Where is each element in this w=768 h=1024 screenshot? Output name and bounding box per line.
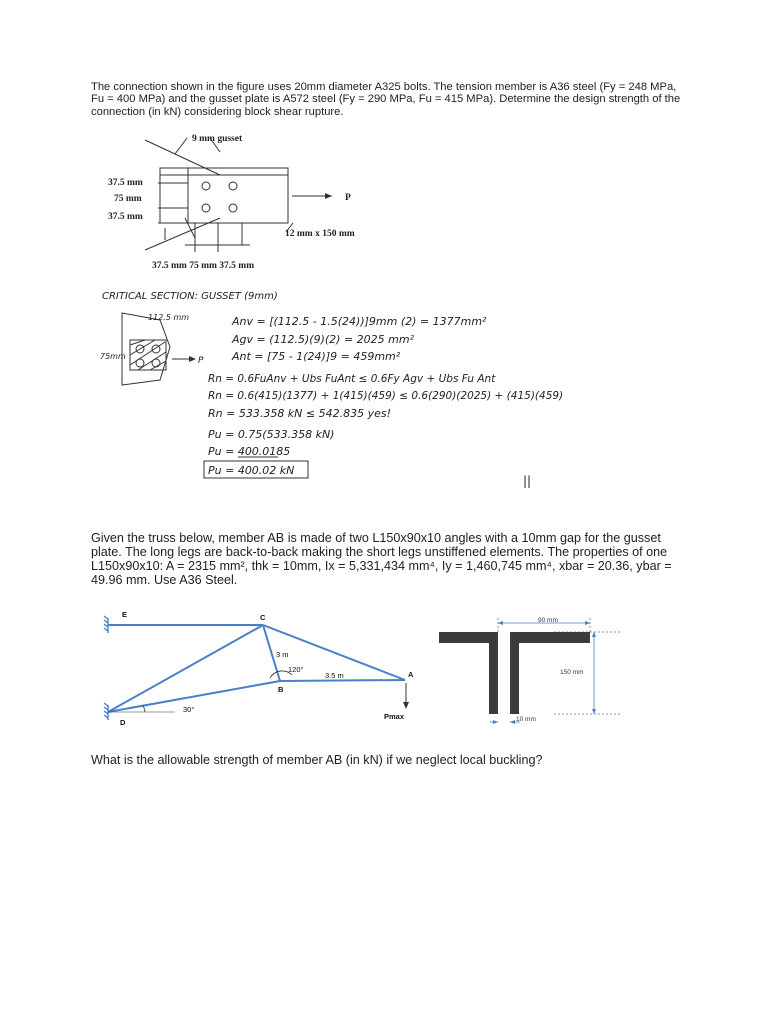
dim-ba: 3.5 m	[325, 671, 344, 680]
problem2-question: What is the allowable strength of member AB (in kN) if we neglect local buckling?	[91, 753, 543, 767]
truss-members	[108, 625, 405, 712]
block-shear-sketch	[122, 313, 192, 385]
solution-line-5: Rn = 0.6(415)(1377) + 1(415)(459) ≤ 0.6(290)(2025) + (415)(459)	[208, 390, 564, 402]
right-angle-leg-v	[510, 632, 519, 714]
problem1-statement: The connection shown in the figure uses 20mm diameter A325 bolts. The tension member is A36 steel (Fy = 248 MPa, Fu = 400 MPa) and the gusset plate is A572 steel (Fy = 290 MPa, Fu = 415 MPa). Determine the design strength of the connection (in kN) considering block shear rupture.	[91, 81, 681, 118]
solution-line-7: Pu = 0.75(533.358 kN)	[208, 428, 335, 441]
solution-line-6: Rn = 533.358 kN ≤ 542.835 yes!	[208, 407, 392, 420]
solution-line-2: Agv = (112.5)(9)(2) = 2025 mm²	[232, 333, 415, 346]
solution-line-3: Ant = [75 - 1(24)]9 = 459mm²	[232, 350, 401, 363]
node-d: D	[120, 718, 126, 727]
angle-b: 120°	[288, 665, 304, 674]
angle-d: 30°	[183, 705, 195, 714]
dim-left-top: 37.5 mm	[108, 178, 143, 188]
section-gap-dim: 10 mm	[516, 716, 536, 723]
bottom-dims: 37.5 mm 75 mm 37.5 mm	[152, 261, 255, 271]
dim-left-mid: 75 mm	[114, 194, 142, 204]
load-label: P	[345, 193, 351, 203]
node-a: A	[408, 670, 414, 679]
solution-line-4: Rn = 0.6FuAnv + Ubs FuAnt ≤ 0.6Fy Agv + Ubs Fu Ant	[208, 373, 496, 385]
handwritten-solution	[100, 285, 700, 488]
load-pmax: Pmax	[384, 712, 405, 721]
left-angle-leg-v	[489, 632, 498, 714]
stray-mark: ||	[523, 474, 532, 488]
member-label: 12 mm x 150 mm	[285, 229, 355, 239]
node-e: E	[122, 610, 128, 619]
dim-left-bottom: 37.5 mm	[108, 212, 143, 222]
sketch-load: P	[198, 356, 204, 366]
section-height-dim: 150 mm	[560, 669, 584, 676]
right-angle-leg-h	[510, 632, 590, 643]
node-b: B	[278, 685, 284, 694]
gusset-label: 9 mm gusset	[192, 134, 243, 144]
solution-line-8: Pu = 400.0185	[208, 445, 291, 458]
solution-heading: CRITICAL SECTION: GUSSET (9mm)	[102, 291, 278, 302]
sketch-top-dim: 112.5 mm	[148, 313, 190, 322]
double-angle-section	[430, 610, 620, 730]
node-c: C	[260, 613, 266, 622]
support-e	[104, 616, 108, 633]
solution-answer: Pu = 400.02 kN	[208, 464, 295, 477]
section-width-dim: 90 mm	[538, 617, 558, 624]
support-d	[104, 703, 108, 720]
solution-line-1: Anv = [(112.5 - 1.5(24))]9mm (2) = 1377mm²	[232, 315, 487, 328]
truss-figure	[95, 605, 425, 730]
sketch-left-dim: 75mm	[100, 352, 126, 361]
dim-cb: 3 m	[276, 650, 289, 659]
connection-figure	[100, 130, 400, 270]
problem2-statement: Given the truss below, member AB is made of two L150x90x10 angles with a 10mm gap for the gusset plate. The long legs are back-to-back making the short legs unstiffened elements. The properties of one L150x90x10: A = 2315 mm², thk = 10mm, Ix = 5,331,434 mm⁴, Iy = 1,460,745 mm⁴, xbar = 20.36, ybar = 49.96 mm. Use A36 Steel.	[91, 531, 672, 587]
